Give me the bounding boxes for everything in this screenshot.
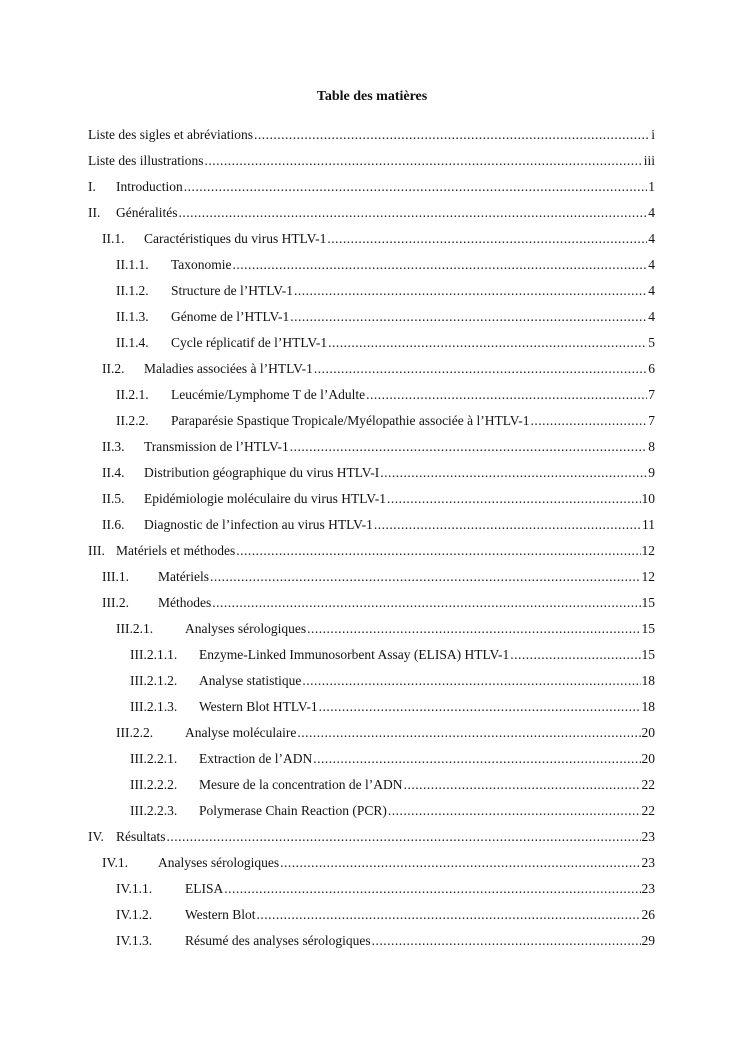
toc-entry-page-number: 11 [642, 517, 655, 532]
toc-entry-number: III.1. [102, 569, 129, 584]
toc-entry[interactable] [88, 231, 655, 257]
dot-leader [290, 309, 647, 325]
toc-entry[interactable] [88, 569, 655, 595]
toc-entry[interactable] [88, 647, 655, 673]
dot-leader [167, 829, 641, 845]
toc-entry-number: II.4. [102, 465, 125, 480]
toc-entry-label: Introduction [116, 179, 183, 194]
toc-entry-label: Matériels [158, 569, 209, 584]
toc-entry[interactable] [88, 517, 655, 543]
dot-leader [294, 283, 647, 299]
toc-entry-page-number: 12 [641, 569, 655, 584]
dot-leader [319, 699, 641, 715]
toc-entry-label: Méthodes [158, 595, 212, 610]
toc-entry-label: Transmission de l’HTLV-1 [144, 439, 289, 454]
dot-leader [280, 855, 640, 871]
toc-entry-page-number: 22 [641, 803, 655, 818]
toc-entry[interactable] [88, 491, 655, 517]
toc-entry-page-number: iii [643, 153, 655, 168]
toc-entry[interactable] [88, 361, 655, 387]
dot-leader [212, 595, 640, 611]
toc-entry-label: Diagnostic de l’infection au virus HTLV-1 [144, 517, 373, 532]
toc-entry-number: II.2.2. [116, 413, 149, 428]
toc-entry-number: IV.1.3. [116, 933, 153, 948]
toc-entry-page-number: 15 [641, 595, 655, 610]
dot-leader [224, 881, 640, 897]
toc-entry-page-number: 29 [641, 933, 655, 948]
toc-entry-label: Liste des sigles et abréviations [88, 127, 253, 142]
toc-entry-label: Extraction de l’ADN [199, 751, 313, 766]
toc-entry-page-number: 15 [641, 621, 655, 636]
toc-entry-page-number: 4 [648, 309, 655, 324]
toc-entry[interactable] [88, 387, 655, 413]
toc-entry-label: Génome de l’HTLV-1 [171, 309, 290, 324]
toc-entry-number: III.2.1.3. [130, 699, 178, 714]
toc-entry-page-number: 1 [648, 179, 655, 194]
toc-entry-page-number: 12 [641, 543, 655, 558]
toc-entry-label: Mesure de la concentration de l’ADN [199, 777, 403, 792]
toc-entry-label: Maladies associées à l’HTLV-1 [144, 361, 313, 376]
toc-entry[interactable] [88, 907, 655, 933]
toc-entry-number: II.1.1. [116, 257, 149, 272]
toc-entry-label: Cycle réplicatif de l’HTLV-1 [171, 335, 328, 350]
dot-leader [302, 673, 640, 689]
dot-leader [254, 127, 650, 143]
dot-leader [307, 621, 640, 637]
dot-leader [257, 907, 641, 923]
toc-entry-page-number: 7 [648, 413, 655, 428]
dot-leader [233, 257, 648, 273]
toc-entry-page-number: 23 [641, 881, 655, 896]
toc-entry-number: II.5. [102, 491, 125, 506]
toc-entry[interactable] [88, 699, 655, 725]
dot-leader [178, 205, 647, 221]
toc-entry-number: I. [88, 179, 96, 194]
toc-entry-number: IV. [88, 829, 104, 844]
dot-leader [328, 335, 647, 351]
dot-leader [404, 777, 641, 793]
dot-leader [210, 569, 641, 585]
toc-entry-label: Liste des illustrations [88, 153, 204, 168]
toc-entry-page-number: 7 [648, 387, 655, 402]
toc-entry-page-number: 4 [648, 231, 655, 246]
toc-entry-label: ELISA [185, 881, 224, 896]
toc-entry-number: II.2. [102, 361, 125, 376]
toc-entry-label: Taxonomie [171, 257, 232, 272]
toc-entry-page-number: 4 [648, 283, 655, 298]
dot-leader [510, 647, 640, 663]
toc-entry[interactable] [88, 335, 655, 361]
toc-entry[interactable] [88, 283, 655, 309]
toc-entry-number: III.2. [102, 595, 129, 610]
toc-entry-page-number: 26 [641, 907, 655, 922]
toc-entry[interactable] [88, 777, 655, 803]
toc-entry-page-number: 9 [648, 465, 655, 480]
toc-entry-number: III.2.2.3. [130, 803, 178, 818]
dot-leader [184, 179, 648, 195]
toc-entry[interactable] [88, 179, 655, 205]
toc-entry-label: Résumé des analyses sérologiques [185, 933, 371, 948]
dot-leader [388, 803, 641, 819]
dot-leader [531, 413, 648, 429]
toc-entry[interactable] [88, 413, 655, 439]
toc-entry-number: III.2.1. [116, 621, 154, 636]
toc-entry[interactable] [88, 881, 655, 907]
toc-entry-number: II. [88, 205, 101, 220]
dot-leader [327, 231, 647, 247]
toc-entry-page-number: 20 [641, 725, 655, 740]
toc-entry-page-number: 5 [648, 335, 655, 350]
dot-leader [374, 517, 641, 533]
toc-entry-page-number: 15 [641, 647, 655, 662]
toc-entry-label: Epidémiologie moléculaire du virus HTLV-1 [144, 491, 386, 506]
toc-entry[interactable] [88, 465, 655, 491]
toc-entry-number: II.1.4. [116, 335, 149, 350]
toc-entry[interactable] [88, 855, 655, 881]
toc-entry-label: Polymerase Chain Reaction (PCR) [199, 803, 387, 818]
toc-entry[interactable] [88, 673, 655, 699]
toc-entry-number: III.2.1.2. [130, 673, 178, 688]
toc-entry-number: IV.1. [102, 855, 129, 870]
toc-entry-label: Caractéristiques du virus HTLV-1 [144, 231, 327, 246]
toc-entry-page-number: 23 [641, 829, 655, 844]
toc-entry[interactable] [88, 257, 655, 283]
toc-entry[interactable] [88, 309, 655, 335]
dot-leader [387, 491, 641, 507]
toc-entry-label: Analyses sérologiques [185, 621, 307, 636]
toc-entry-number: III.2.2. [116, 725, 154, 740]
toc-entry-number: II.6. [102, 517, 125, 532]
toc-entry-page-number: 22 [641, 777, 655, 792]
toc-entry-label: Analyses sérologiques [158, 855, 280, 870]
toc-entry[interactable] [88, 933, 655, 959]
toc-entry-number: III. [88, 543, 105, 558]
toc-entry-number: III.2.1.1. [130, 647, 178, 662]
dot-leader [205, 153, 643, 169]
toc-entry-label: Généralités [116, 205, 178, 220]
toc-entry[interactable] [88, 725, 655, 751]
dot-leader [380, 465, 647, 481]
toc-entry-label: Paraparésie Spastique Tropicale/Myélopathie associée à l’HTLV-1 [171, 413, 530, 428]
table-of-contents [88, 127, 655, 959]
toc-entry-number: III.2.2.2. [130, 777, 178, 792]
toc-entry-label: Enzyme-Linked Immunosorbent Assay (ELISA) HTLV-1 [199, 647, 510, 662]
toc-entry-label: Leucémie/Lymphome T de l’Adulte [171, 387, 366, 402]
toc-entry-label: Analyse moléculaire [185, 725, 297, 740]
toc-entry-label: Distribution géographique du virus HTLV-I [144, 465, 380, 480]
dot-leader [236, 543, 640, 559]
toc-entry-page-number: 4 [648, 205, 655, 220]
dot-leader [366, 387, 647, 403]
toc-entry-page-number: 8 [648, 439, 655, 454]
toc-title: Table des matières [316, 89, 428, 104]
toc-entry[interactable] [88, 127, 655, 153]
toc-entry[interactable] [88, 621, 655, 647]
toc-entry-label: Western Blot [185, 907, 256, 922]
toc-entry[interactable] [88, 439, 655, 465]
toc-entry-label: Résultats [116, 829, 166, 844]
toc-entry[interactable] [88, 205, 655, 231]
dot-leader [313, 751, 640, 767]
toc-entry-number: III.2.2.1. [130, 751, 178, 766]
toc-entry-number: II.1.2. [116, 283, 149, 298]
toc-entry[interactable] [88, 803, 655, 829]
toc-entry-page-number: 20 [641, 751, 655, 766]
toc-entry-number: II.1.3. [116, 309, 149, 324]
toc-entry[interactable] [88, 543, 655, 569]
toc-entry-number: IV.1.2. [116, 907, 153, 922]
toc-entry-label: Structure de l’HTLV-1 [171, 283, 293, 298]
toc-entry-number: II.1. [102, 231, 125, 246]
toc-entry-number: II.3. [102, 439, 125, 454]
dot-leader [314, 361, 647, 377]
toc-entry[interactable] [88, 153, 655, 179]
toc-entry-label: Analyse statistique [199, 673, 302, 688]
toc-entry-label: Western Blot HTLV-1 [199, 699, 318, 714]
toc-entry-page-number: i [651, 127, 655, 142]
toc-entry-page-number: 18 [641, 699, 655, 714]
toc-entry-number: II.2.1. [116, 387, 149, 402]
toc-entry-page-number: 23 [641, 855, 655, 870]
toc-entry-page-number: 4 [648, 257, 655, 272]
toc-entry-number: IV.1.1. [116, 881, 153, 896]
toc-entry[interactable] [88, 751, 655, 777]
toc-entry-page-number: 18 [641, 673, 655, 688]
toc-entry-page-number: 10 [641, 491, 655, 506]
toc-entry-label: Matériels et méthodes [116, 543, 236, 558]
dot-leader [372, 933, 641, 949]
toc-entry[interactable] [88, 829, 655, 855]
toc-entry-page-number: 6 [648, 361, 655, 376]
dot-leader [290, 439, 647, 455]
toc-entry[interactable] [88, 595, 655, 621]
dot-leader [297, 725, 640, 741]
